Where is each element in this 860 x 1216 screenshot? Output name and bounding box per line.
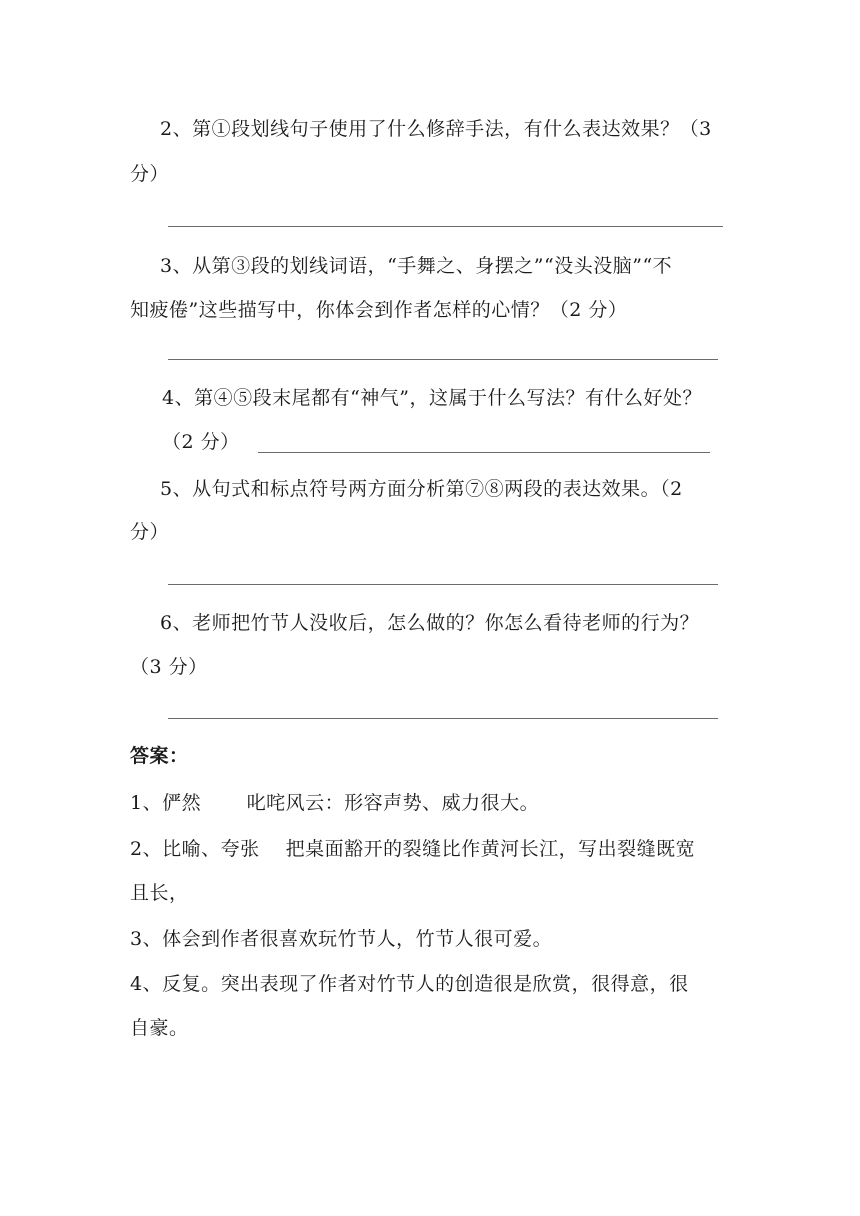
question-5-line-1: 5、从句式和标点符号两方面分析第⑦⑧两段的表达效果。（2 <box>160 478 683 500</box>
answer-4-line-2: 自豪。 <box>130 1017 189 1039</box>
question-2-answer-line <box>168 226 723 227</box>
question-3-line-2: 知疲倦”这些描写中，你体会到作者怎样的心情？（2 分） <box>130 299 628 321</box>
question-4-line-1: 4、第④⑤段末尾都有“神气”，这属于什么写法？有什么好处？ <box>162 387 703 409</box>
answers-heading: 答案： <box>130 745 189 767</box>
question-2-line-2: 分） <box>130 163 170 185</box>
question-3-answer-line <box>168 359 718 360</box>
question-5-line-2: 分） <box>130 521 170 543</box>
question-6-line-2: （3 分） <box>130 656 208 678</box>
question-4-answer-line <box>258 452 710 453</box>
question-3-line-1: 3、从第③段的划线词语，“手舞之、身摆之”“没头没脑”“不 <box>160 255 673 277</box>
answer-3-line-1: 3、体会到作者很喜欢玩竹节人，竹节人很可爱。 <box>130 928 553 950</box>
question-5-answer-line <box>168 584 718 585</box>
answer-1-line-1: 1、俨然 叱咤风云：形容声势、威力很大。 <box>130 792 540 814</box>
question-6-answer-line <box>168 718 718 719</box>
question-2-line-1: 2、第①段划线句子使用了什么修辞手法，有什么表达效果？（3 <box>160 118 712 140</box>
question-4-line-2: （2 分） <box>162 431 240 453</box>
answer-2-line-2: 且长， <box>130 882 189 904</box>
question-6-line-1: 6、老师把竹节人没收后，怎么做的？你怎么看待老师的行为？ <box>160 612 700 634</box>
answer-4-line-1: 4、反复。突出表现了作者对竹节人的创造很是欣赏，很得意，很 <box>130 973 689 995</box>
answer-2-line-1: 2、比喻、夸张 把桌面豁开的裂缝比作黄河长江，写出裂缝既宽 <box>130 838 696 860</box>
